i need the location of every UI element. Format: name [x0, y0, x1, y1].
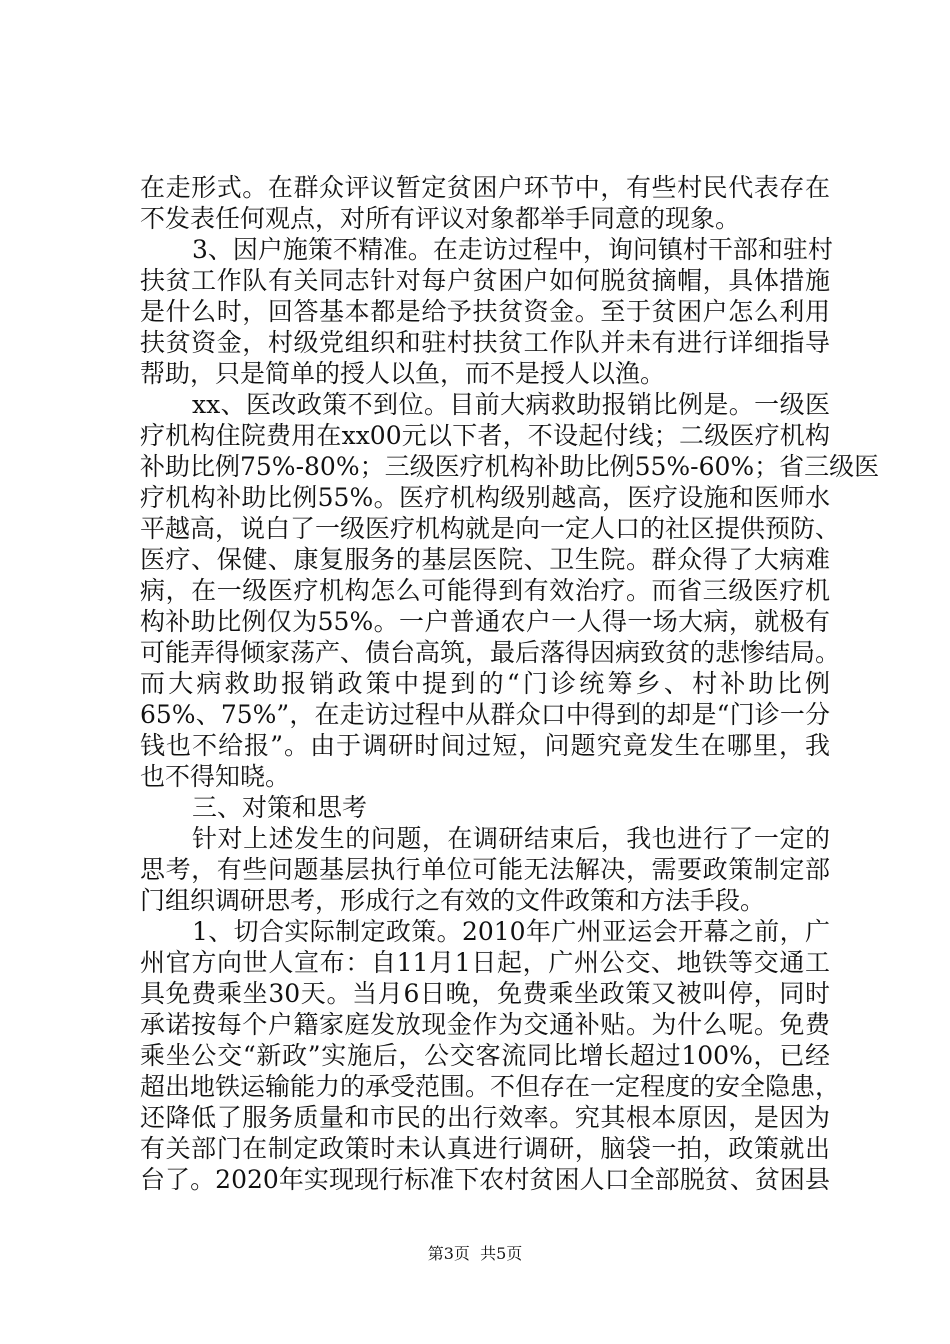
text-line: 平越高，说白了一级医疗机构就是向一定人口的社区提供预防、	[140, 514, 841, 543]
text-line: 病，在一级医疗机构怎么可能得到有效治疗。而省三级医疗机	[140, 576, 830, 605]
text-line: 扶贫资金，村级党组织和驻村扶贫工作队并未有进行详细指导	[140, 328, 830, 357]
text-line: 不发表任何观点，对所有评议对象都举手同意的现象。	[140, 204, 741, 233]
text-line: 钱也不给报”。由于调研时间过短，问题究竟发生在哪里，我	[140, 731, 830, 760]
page-number-footer: 第3页 共5页	[427, 1244, 523, 1263]
text-line: 乘坐公交“新政”实施后，公交客流同比增长超过100%，已经	[140, 1041, 830, 1070]
text-line: 医疗、保健、康复服务的基层医院、卫生院。群众得了大病难	[140, 545, 830, 574]
text-line: 针对上述发生的问题，在调研结束后，我也进行了一定的	[192, 824, 830, 853]
text-line: 还降低了服务质量和市民的出行效率。究其根本原因，是因为	[140, 1103, 830, 1132]
text-line: 州官方向世人宣布：自11月1日起，广州公交、地铁等交通工	[140, 948, 830, 977]
text-line: 门组织调研思考，形成行之有效的文件政策和方法手段。	[140, 886, 766, 915]
text-line: 疗机构住院费用在xx00元以下者，不设起付线；二级医疗机构	[140, 421, 830, 450]
text-line: 疗机构补助比例55%。医疗机构级别越高，医疗设施和医师水	[140, 483, 830, 512]
text-line: 65%、75%”，在走访过程中从群众口中得到的却是“门诊一分	[140, 700, 830, 729]
text-line: 在走形式。在群众评议暂定贫困户环节中，有些村民代表存在	[140, 173, 830, 202]
text-line: 台了。2020年实现现行标准下农村贫困人口全部脱贫、贫困县	[140, 1165, 830, 1194]
text-line: 是什么时，回答基本都是给予扶贫资金。至于贫困户怎么利用	[140, 297, 830, 326]
text-line: 思考，有些问题基层执行单位可能无法解决，需要政策制定部	[140, 855, 830, 884]
text-line: 补助比例75%-80%；三级医疗机构补助比例55%-60%；省三级医	[140, 452, 880, 481]
text-line: 具免费乘坐30天。当月6日晚，免费乘坐政策又被叫停，同时	[140, 979, 830, 1008]
text-line: 帮助，只是简单的授人以鱼，而不是授人以渔。	[140, 359, 666, 388]
text-line: 有关部门在制定政策时未认真进行调研，脑袋一拍，政策就出	[140, 1134, 830, 1163]
text-line: 可能弄得倾家荡产、债台高筑，最后落得因病致贫的悲惨结局。	[140, 638, 841, 667]
text-line: 超出地铁运输能力的承受范围。不但存在一定程度的安全隐患，	[140, 1072, 841, 1101]
text-line: 构补助比例仅为55%。一户普通农户一人得一场大病，就极有	[140, 607, 830, 636]
section-heading: 三、对策和思考	[192, 793, 368, 822]
text-line: 而大病救助报销政策中提到的“门诊统筹乡、村补助比例	[140, 669, 830, 698]
text-line: 扶贫工作队有关同志针对每户贫困户如何脱贫摘帽，具体措施	[140, 266, 830, 295]
text-line: 承诺按每个户籍家庭发放现金作为交通补贴。为什么呢。免费	[140, 1010, 830, 1039]
text-line: 1、切合实际制定政策。2010年广州亚运会开幕之前，广	[192, 917, 830, 946]
text-line: 3、因户施策不精准。在走访过程中，询问镇村干部和驻村	[192, 235, 833, 264]
text-line: 也不得知晓。	[140, 762, 291, 791]
text-line: xx、医改政策不到位。目前大病救助报销比例是。一级医	[192, 390, 830, 419]
